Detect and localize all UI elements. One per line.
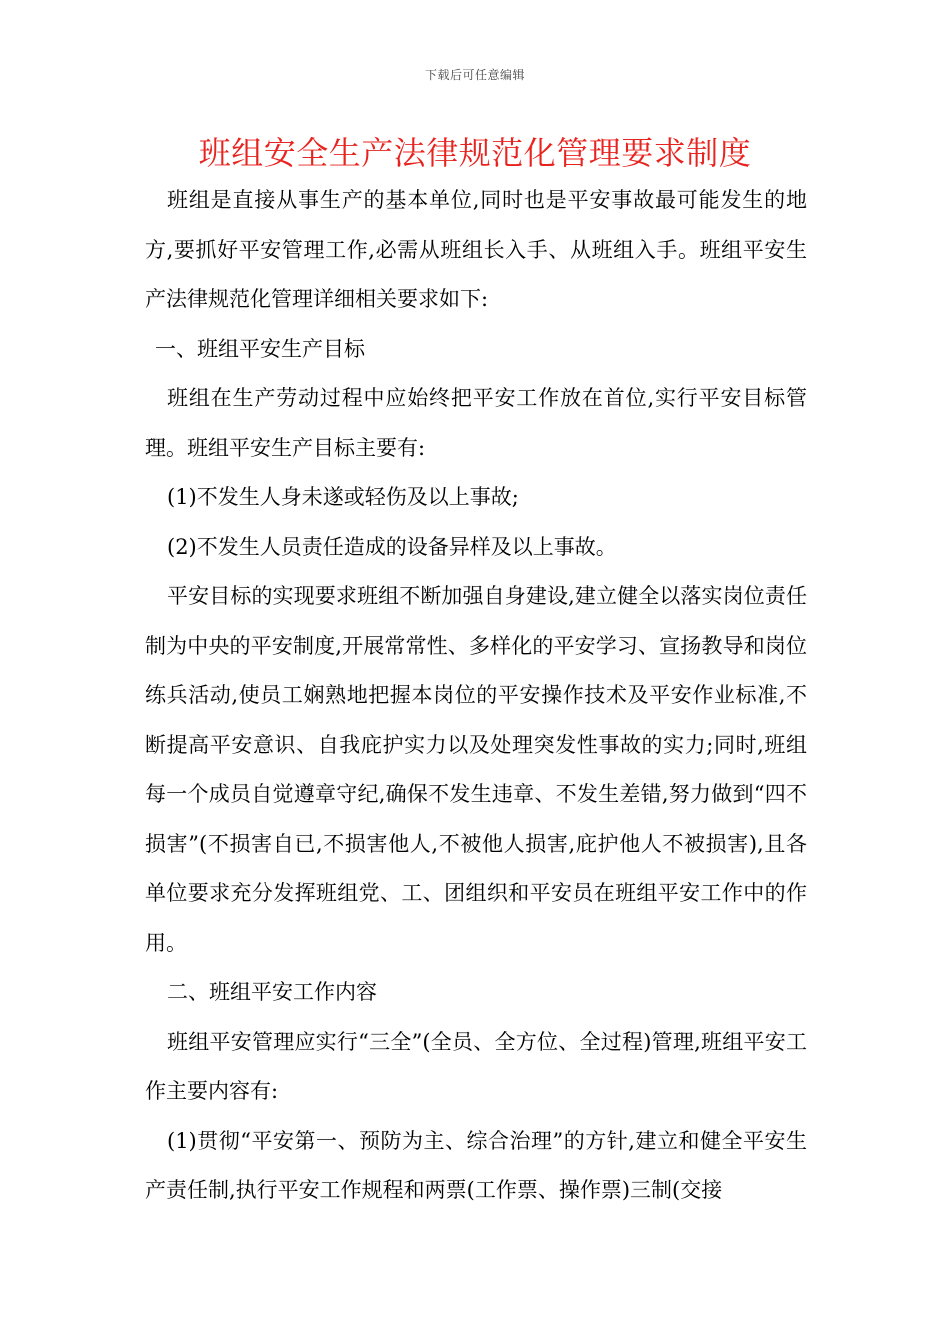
list-item: (1)贯彻“平安第一、预防为主、综合治理”的方针,建立和健全平安生产责任制,执行平安工作规程和两票(工作票、操作票)三制(交接 xyxy=(145,1128,807,1202)
document-title: 班组安全生产法律规范化管理要求制度 xyxy=(198,134,752,172)
paragraph-goals: 班组在生产劳动过程中应始终把平安工作放在首位,实行平安目标管理。班组平安生产目标主要有: xyxy=(145,386,807,460)
document-body xyxy=(145,176,807,1216)
list-item: (2)不发生人员责任造成的设备异样及以上事故。 xyxy=(167,534,617,559)
section-heading-2: 二、班组平安工作内容 xyxy=(167,980,377,1004)
list-item: (1)不发生人身未遂或轻伤及以上事故; xyxy=(167,485,519,509)
paragraph-intro: 班组是直接从事生产的基本单位,同时也是平安事故最可能发生的地方,要抓好平安管理工作,必需从班组长入手、从班组入手。班组平安生产法律规范化管理详细相关要求如下: xyxy=(145,188,807,311)
paragraph-goal-details: 平安目标的实现要求班组不断加强自身建设,建立健全以落实岗位责任制为中央的平安制度,开展常常性、多样化的平安学习、宣扬教导和岗位练兵活动,使员工娴熟地把握本岗位的平安操作技术及平安作业标准,不断提高平安意识、自我庇护实力以及处理突发性事故的实力;同时,班组每一个成员自觉遵章守纪,确保不发生违章、不发生差错,努力做到“四不损害”(不损害自已,不损害他人,不被他人损害,庇护他人不被损害),且各单位要求充分发挥班组党、工、团组织和平安员在班组平安工作中的作用。 xyxy=(145,584,807,955)
section-heading-1: 一、班组平安生产目标 xyxy=(155,336,365,361)
header-note: 下载后可任意编辑 xyxy=(424,68,525,82)
paragraph-work-content: 班组平安管理应实行“三全”(全员、全方位、全过程)管理,班组平安工作主要内容有: xyxy=(145,1029,807,1103)
